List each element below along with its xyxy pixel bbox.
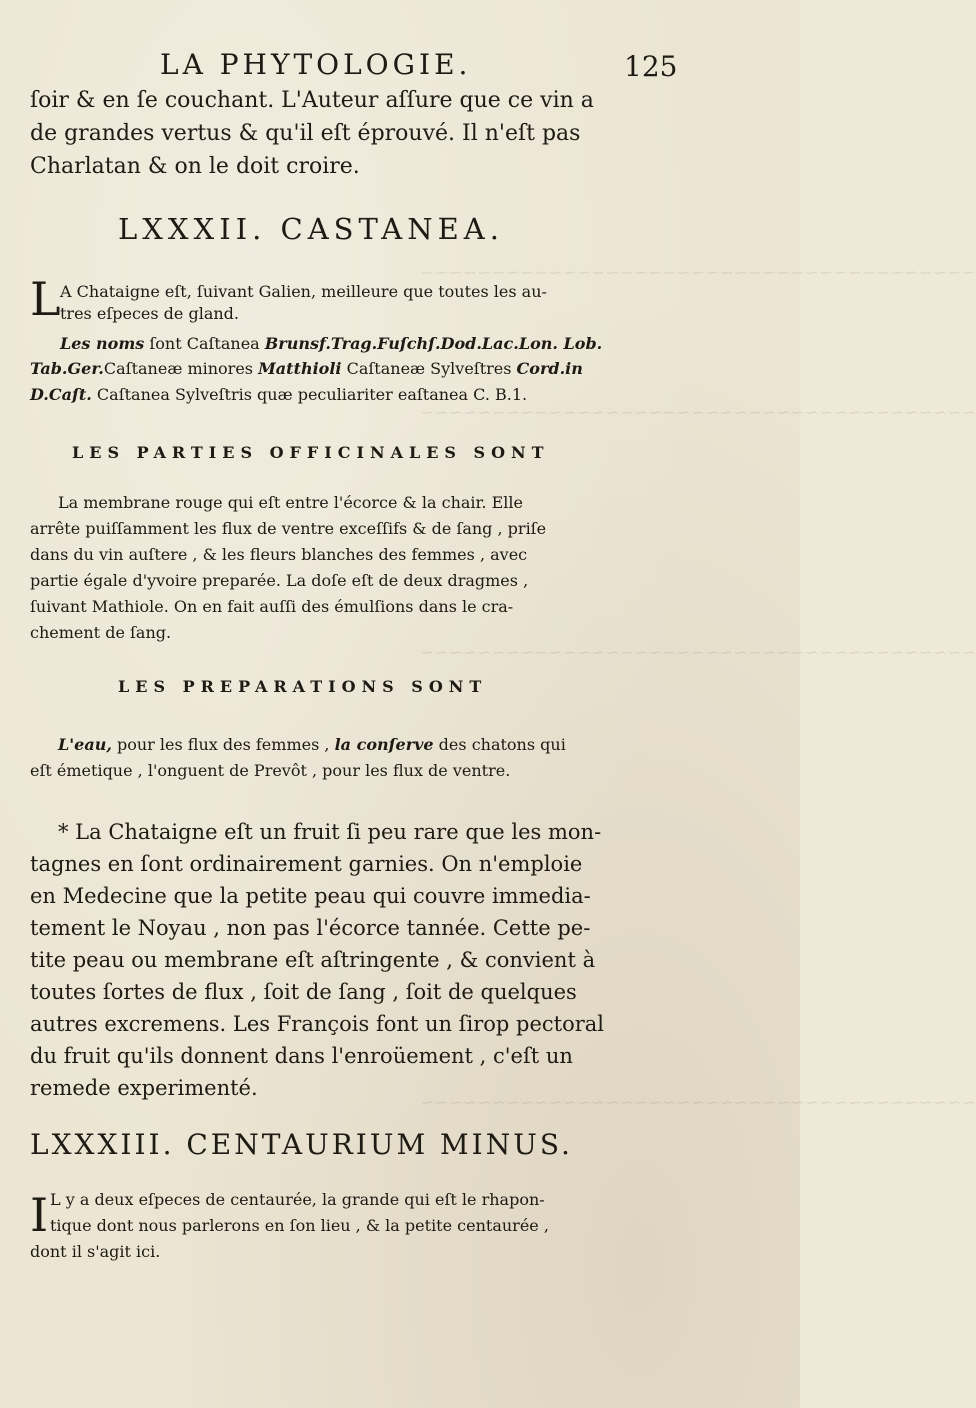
text-span: ſont Caſtanea — [144, 334, 265, 353]
text-line: * La Chataigne eſt un fruit ſi peu rare que les mon- — [58, 820, 602, 844]
text-line: tique dont nous parlerons en ſon lieu , & la petite centaurée , — [50, 1216, 549, 1235]
text-line: en Medecine que la petite peau qui couvre immedia- — [30, 884, 591, 908]
preparations-line — [58, 732, 566, 758]
text-line: remede experimenté. — [30, 1076, 258, 1100]
drop-cap: I — [30, 1188, 49, 1242]
text-line: tite peau ou membrane eſt aſtringente , & convient à — [30, 948, 596, 972]
text-line: dont il s'agit ici. — [30, 1242, 161, 1261]
text-span: pour les flux des femmes , — [111, 735, 335, 754]
text-line: L y a deux eſpeces de centaurée, la grande qui eſt le rhapon- — [50, 1190, 545, 1209]
text-line: du fruit qu'ils donnent dans l'enroüement , c'eſt un — [30, 1044, 573, 1068]
text-span: Caſtaneæ minores — [103, 359, 259, 378]
text-span: Tab.Ger. — [30, 359, 104, 378]
text-line: tement le Noyau , non pas l'écorce tannée. Cette pe- — [30, 916, 591, 940]
drop-cap: L — [30, 272, 61, 326]
page-number: 125 — [624, 50, 678, 83]
castanea-intro-line: A Chataigne eſt, ſuivant Galien, meilleure que toutes les au- — [60, 282, 547, 301]
intro-text — [30, 84, 594, 183]
text-line: chement de ſang. — [30, 623, 172, 642]
bleed-through-text: ~~~~~~~~~~~~~~~~~~~~~~~~~~~~~~~~~~~~~~~ — [420, 1093, 976, 1113]
names-line — [30, 382, 527, 408]
parties-text — [30, 490, 546, 646]
bleed-through-text: ~~~~~~~~~~~~~~~~~~~~~~~~~~~~~~~~~~~~~~~ — [420, 263, 976, 283]
castanea-intro-line: tres eſpeces de gland. — [60, 304, 239, 323]
centaurium-text — [50, 1187, 549, 1239]
subheading-parties: LES PARTIES OFFICINALES SONT — [72, 443, 550, 462]
text-span: Caſtaneæ Sylveſtres — [341, 359, 517, 378]
subheading-preparations: LES PREPARATIONS SONT — [118, 677, 488, 696]
text-line: partie égale d'yvoire preparée. La doſe eſt de deux dragmes , — [30, 571, 529, 590]
preparations-line: eſt émetique , l'onguent de Prevôt , pour les flux de ventre. — [30, 761, 511, 780]
section-title-centaurium: LXXXIII. CENTAURIUM MINUS. — [30, 1128, 573, 1161]
text-line: Charlatan & on le doit croire. — [30, 154, 360, 179]
text-span: L'eau, — [58, 735, 112, 754]
names-line — [30, 356, 583, 382]
text-line: tagnes en ſont ordinairement garnies. On n'emploie — [30, 852, 583, 876]
text-line: arrête puiſſamment les flux de ventre exceſſifs & de ſang , priſe — [30, 519, 547, 538]
text-line: La membrane rouge qui eſt entre l'écorce & la chair. Elle — [58, 493, 523, 512]
text-span: Cord.in — [516, 359, 583, 378]
text-span: des chatons qui — [433, 735, 566, 754]
text-line: autres excremens. Les François font un ſirop pectoral — [30, 1012, 605, 1036]
text-line: ſuivant Mathiole. On en fait auſſi des émulſions dans le cra- — [30, 597, 514, 616]
bleed-through-text: ~~~~~~~~~~~~~~~~~~~~~~~~~~~~~~~~~~~~~~~ — [420, 643, 976, 663]
note-paragraph — [30, 816, 604, 1104]
text-span: Brunsf.Trag.Fuſchſ.Dod.Lac.Lon. Lob. — [264, 334, 603, 353]
text-line: ſoir & en ſe couchant. L'Auteur aſſure que ce vin a — [30, 88, 594, 113]
names-label: Les noms — [60, 334, 145, 353]
text-line: dans du vin auſtere , & les fleurs blanches des femmes , avec — [30, 545, 528, 564]
text-span: D.Caſt. — [30, 385, 92, 404]
running-title: LA PHYTOLOGIE. — [160, 48, 472, 81]
text-line: de grandes vertus & qu'il eſt éprouvé. Il n'eſt pas — [30, 121, 581, 146]
section-title-castanea: LXXXII. CASTANEA. — [118, 212, 504, 246]
text-span: Caſtanea Sylveſtris quæ peculiariter eaſtanea C. B.1. — [91, 385, 528, 404]
text-span: la conſerve — [334, 735, 434, 754]
text-span: Matthioli — [258, 359, 342, 378]
text-line: toutes ſortes de flux , ſoit de ſang , ſoit de quelques — [30, 980, 577, 1004]
names-line — [60, 331, 602, 357]
bleed-through-text: ~~~~~~~~~~~~~~~~~~~~~~~~~~~~~~~~~~~~~~~ — [420, 403, 976, 423]
